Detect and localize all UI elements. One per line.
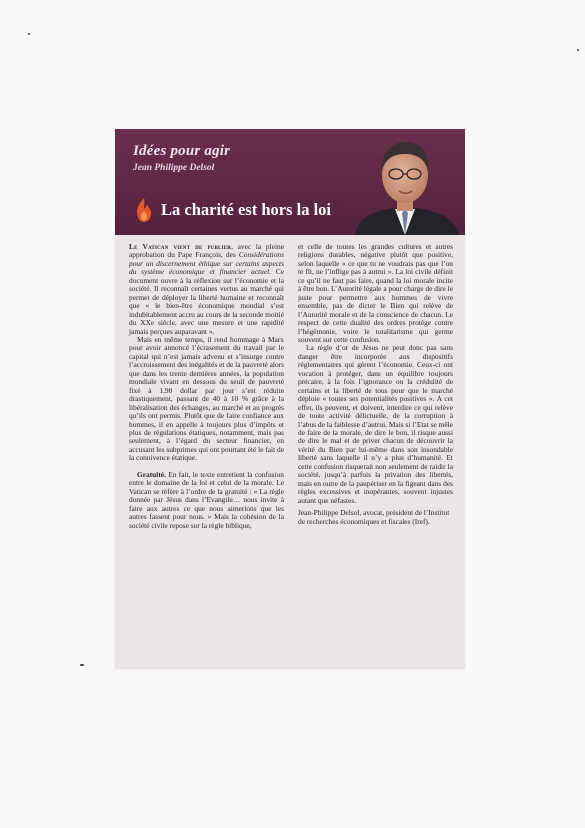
scan-speck [28, 33, 30, 35]
article-header [115, 129, 465, 235]
flame-logo-icon [135, 197, 153, 223]
lead-in: Le Vatican vient de publier [129, 242, 232, 251]
subheading: Gratuité. [137, 469, 166, 479]
paragraph: Mais en même temps, il rend hommage à Marx pour avoir annoncé l’écrasement du travail par le capital qui n’est jamais advenu et s’insurge contre l’accroissement des inégalités et de la pauvreté alors que dans les trente dernières années, la population mondiale vivant en dessous du seuil de pauvreté fixé à 1,90 dollar par jour s’est réduite drastiquement, passant de 40 à 10 % grâce à la libéralisation des échanges, au marché et au progrès qu’ils ont permis. Plutôt que de faire confiance aux hommes, il en appelle à toujours plus d’impôts et plus de régulations étatiques, notamment, mais pas seulement, à l’égard du secteur financier, en accusant les subprimes qui ont pourtant été le fait de la connivence étatique. [129, 334, 284, 463]
author-portrait [347, 129, 465, 235]
paragraph: et celle de toutes les grandes cultures et autres religions durables, négative plutôt que positive, selon laquelle « ce que tu ne voudrais pas que l’on te fît, ne l’inflige pas à autrui ». La loi civile définit ce qu’il ne faut pas faire, quand la loi morale incite à être bon. L’Autorité légale a pour charge de dire le juste pour permettre aux hommes de vivre ensemble, pas de dicter le Bien qui relève de l’Autorité morale et de la conscience de chacun. Le respect de cette dualité des ordres protège contre l’hégémonie, voire le totalitarisme qui germe souvent sur cette confusion. [298, 242, 453, 344]
article-column-1 [129, 243, 284, 530]
rubric-title: Idées pour agir [133, 143, 231, 159]
text-run: . Ce document ouvre à la réflexion sur l’économie et la société. Il reconnaît certaines vertus au marché qui permet de déployer la liberté humaine et reconnaît que « le bien-être économique mondial s’est indubitablement accru au cours de la seconde moitié du XXe siècle, avec une mesure et une rapidité jamais perçues auparavant ». [129, 267, 284, 336]
text-run: , avec la pleine approbation du Pape François, des [129, 242, 284, 260]
author-signature: Jean-Philippe Delsol, avocat, président de l’Institut de recherches économiques et fiscales (Iref). [298, 508, 450, 526]
scan-speck [577, 49, 579, 51]
author-byline: Jean Philippe Delsol [133, 163, 215, 173]
article-headline: La charité est hors la loi [161, 200, 332, 219]
newspaper-clipping [115, 129, 465, 669]
text-run: En fait, le texte entretient la confusion entre le domaine de la loi et celui de la morale. Le Vatican se réfère à l’ordre de la gratuité : « La règle donnée par Jésus dans l’Evangile… nous invite à faire aux autres ce que nous aimerions que les autres fassent pour nous. » Mais la cohésion de la société civile repose sur la règle biblique, [129, 469, 284, 530]
article-body [129, 243, 453, 663]
paragraph [129, 471, 284, 530]
article-column-2 [298, 243, 453, 526]
scan-speck [80, 664, 84, 666]
document-title: Considérations pour un discernement éthique sur certains aspects du système économique et financier actuel [129, 250, 284, 277]
paragraph: La règle d’or de Jésus ne peut donc pas sans danger être incorporée aux dispositifs réglementaires qui gèrent l’économie. Ceux-ci ont vocation à protéger, dans un équilibre toujours précaire, à la fois l’ignorance ou la crédulité de certains et la liberté de tous pour que le marché déploie « toutes ses potentialités positives ». A cet effet, ils peuvent, et doivent, interdire ce qui relève de toute activité délictuelle, de la corruption à l’abus de la faiblesse d’autrui. Mais si l’Etat se mêle de faire de la morale, de dire le bon, il risque aussi de dire le mal et de priver chacun de découvrir la vérité du Bien par lui-même dans son insondable liberté sans laquelle il n’y a plus d’humanité. Et cette confusion risquerait non seulement de raidir la société, jusqu’à parfois la privation des libertés, mais en outre de la paupériser en la figeant dans des règles excessives et inopérantes, souvent injustes autant que néfastes. [298, 343, 453, 505]
paragraph [129, 243, 284, 336]
